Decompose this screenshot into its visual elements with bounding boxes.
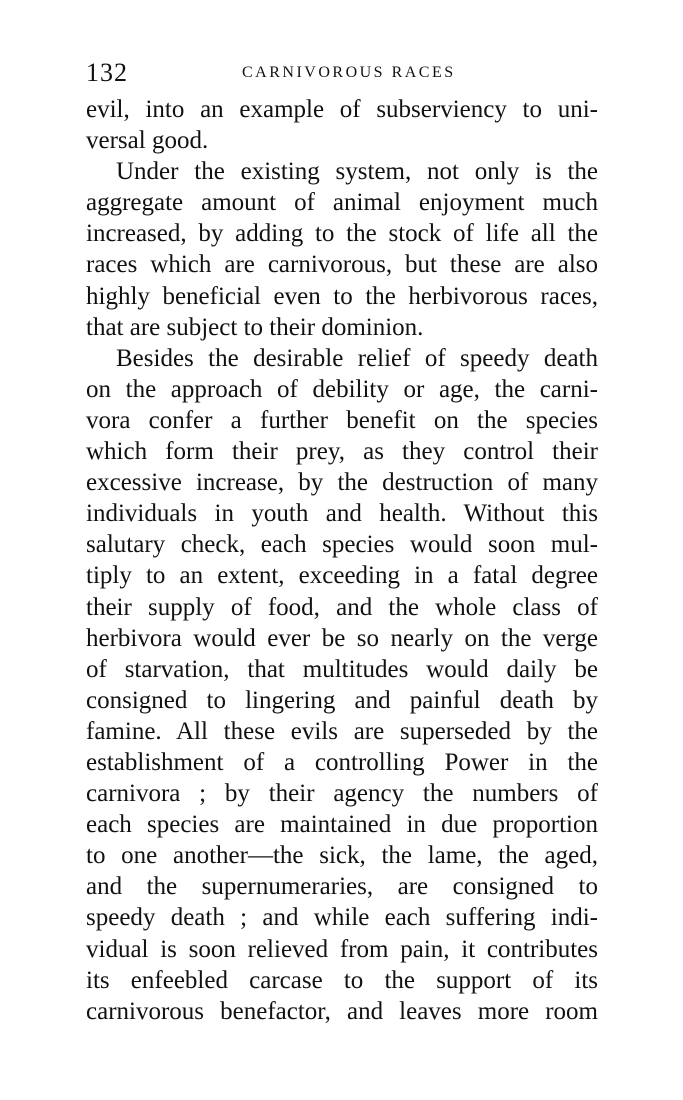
text-line: its enfeebled carcase to the support of its xyxy=(86,966,598,994)
running-head: CARNIVOROUS RACES xyxy=(242,64,456,81)
paragraph xyxy=(86,94,598,156)
text-line: aggregate amount of animal enjoyment much xyxy=(86,189,598,217)
text-line: to one another—the sick, the lame, the aged, xyxy=(86,842,598,870)
body-text xyxy=(86,94,598,1027)
text-line: that are subject to their dominion. xyxy=(86,313,424,341)
text-line: herbivora would ever be so nearly on the verge xyxy=(86,624,598,652)
text-line: Besides the desirable relief of speedy death xyxy=(116,344,598,372)
text-line: excessive increase, by the destruction of many xyxy=(86,469,598,497)
text-line: carnivorous benefactor, and leaves more room xyxy=(86,997,598,1025)
text-line: their supply of food, and the whole class of xyxy=(86,593,598,621)
text-line: evil, into an example of subserviency to uni- xyxy=(86,96,598,123)
text-line: increased, by adding to the stock of life all the xyxy=(86,220,598,248)
text-line: consigned to lingering and painful death by xyxy=(86,686,598,714)
text-line: Under the existing system, not only is the xyxy=(116,158,598,186)
text-line: establishment of a controlling Power in the xyxy=(86,748,598,776)
text-line: famine. All these evils are superseded by the xyxy=(86,717,598,745)
page-number: 132 xyxy=(86,58,128,87)
text-line: individuals in youth and health. Without this xyxy=(86,500,598,528)
text-line: tiply to an extent, exceeding in a fatal degree xyxy=(86,562,598,590)
paragraph xyxy=(86,156,598,343)
text-line: which form their prey, as they control their xyxy=(86,438,598,466)
paragraph xyxy=(86,343,598,1027)
text-line: races which are carnivorous, but these are also xyxy=(86,251,598,279)
text-line: highly beneficial even to the herbivorous races, xyxy=(86,282,598,310)
text-line: vidual is soon relieved from pain, it contributes xyxy=(86,935,598,963)
text-line: on the approach of debility or age, the carni- xyxy=(86,375,598,403)
text-line: each species are maintained in due proportion xyxy=(86,811,598,839)
text-line: of starvation, that multitudes would daily be xyxy=(86,655,598,683)
text-line: salutary check, each species would soon mul- xyxy=(86,531,598,559)
text-line: carnivora ; by their agency the numbers of xyxy=(86,780,598,808)
text-line: and the supernumeraries, are consigned to xyxy=(86,873,598,901)
text-line: versal good. xyxy=(86,127,209,155)
text-line: speedy death ; and while each suffering indi- xyxy=(86,904,598,932)
page-header xyxy=(86,58,606,90)
text-line: vora confer a further benefit on the species xyxy=(86,406,598,434)
